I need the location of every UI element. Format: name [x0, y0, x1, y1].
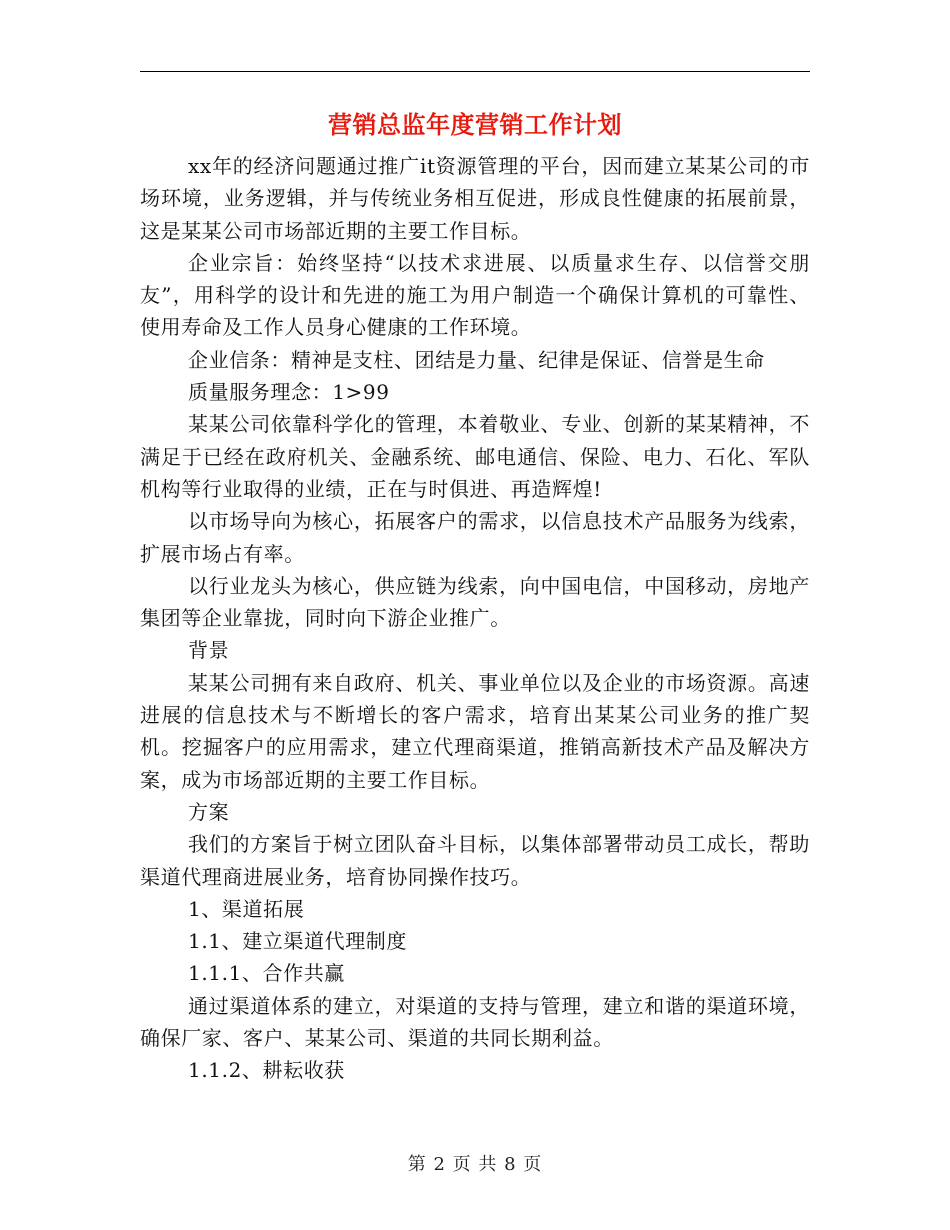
paragraph-background: 某某公司拥有来自政府、机关、事业单位以及企业的市场资源。高速进展的信息技术与不断增长的客户需求，培育出某某公司业务的推广契机。挖掘客户的应用需求，建立代理商渠道，推销高新技术产品及解决方案，成为市场部近期的主要工作目标。: [140, 670, 810, 792]
page-indicator: 第 2 页 共 8 页: [407, 1154, 543, 1175]
paragraph-market-orientation: 以市场导向为核心，拓展客户的需求，以信息技术产品服务为线索，扩展市场占有率。: [140, 509, 810, 566]
heading-cultivation: 1.1.2、耕耘收获: [188, 1058, 345, 1083]
heading-background: 背景: [188, 638, 230, 663]
paragraph-service-philosophy: 质量服务理念：1>99: [188, 380, 390, 405]
paragraph-plan: 我们的方案旨于树立团队奋斗目标，以集体部署带动员工成长，帮助渠道代理商进展业务，培育协同操作技巧。: [140, 832, 810, 889]
paragraph-management: 某某公司依靠科学化的管理，本着敬业、专业、创新的某某精神，不满足于已经在政府机关、金融系统、邮电通信、保险、电力、石化、军队机构等行业取得的业绩，正在与时俱进、再造辉煌!: [140, 412, 810, 501]
document-title: 营销总监年度营销工作计划: [328, 110, 622, 139]
paragraph-channel-system: 通过渠道体系的建立，对渠道的支持与管理，建立和谐的渠道环境，确保厂家、客户、某某公司、渠道的共同长期利益。: [140, 993, 810, 1051]
paragraph-intro: xx年的经济问题通过推广it资源管理的平台，因而建立某某公司的市场环境，业务逻辑，并与传统业务相互促进，形成良性健康的拓展前景，这是某某公司市场部近期的主要工作目标。: [140, 154, 810, 243]
heading-channel-expansion: 1、渠道拓展: [188, 896, 305, 921]
header-rule: [140, 71, 810, 72]
paragraph-company-purpose: 企业宗旨：始终坚持“以技术求进展、以质量求生存、以信誉交朋友”，用科学的设计和先进的施工为用户制造一个确保计算机的可靠性、使用寿命及工作人员身心健康的工作环境。: [140, 250, 810, 340]
heading-win-win: 1.1.1、合作共赢: [188, 961, 345, 986]
heading-plan: 方案: [188, 799, 230, 824]
heading-channel-agency: 1.1、建立渠道代理制度: [188, 929, 408, 954]
paragraph-company-creed: 企业信条：精神是支柱、团结是力量、纪律是保证、信誉是生命: [188, 347, 765, 372]
paragraph-industry-leaders: 以行业龙头为核心，供应链为线索，向中国电信，中国移动，房地产集团等企业靠拢，同时向下游企业推广。: [140, 573, 810, 631]
document-body: [140, 150, 810, 1087]
